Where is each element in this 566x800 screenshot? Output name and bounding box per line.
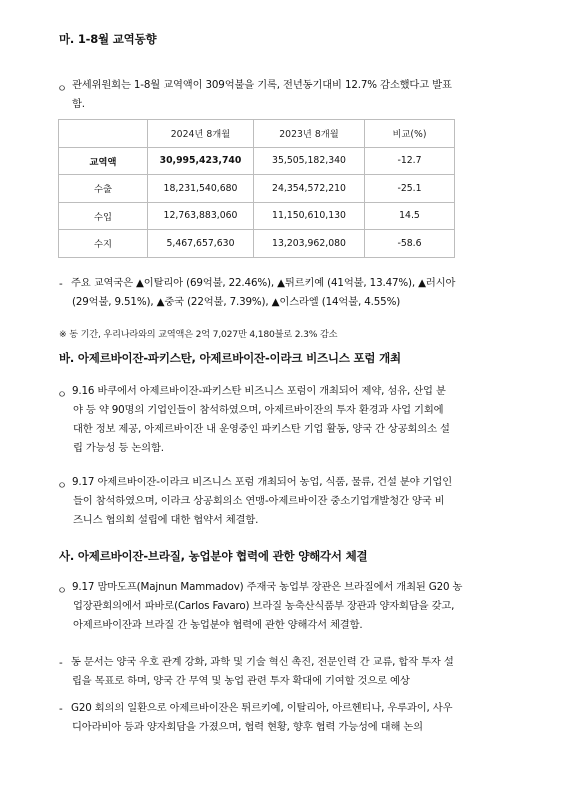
table-row [59,230,455,258]
table-header-cell: 비교(%) [365,120,455,148]
table-row [59,202,455,230]
table-header-cell [59,120,148,148]
circle-bullet-icon: ㅇ [57,83,67,95]
dash-bullet: - [59,278,63,290]
section-ma-title: 마. 1-8월 교역동향 [59,32,157,46]
table-row [59,175,455,203]
section-sa-p1 [72,578,532,635]
section-ma-note: ※ 동 기간, 우리나라와의 교역액은 2억 7,027만 4,180불로 2.3% 감소 [59,329,338,340]
trade-table [58,119,455,258]
cell-2023: 13,203,962,080 [254,230,365,258]
text-line: 대한 정보 제공, 아제르바이잔 내 운영중인 파키스탄 기업 활동, 양국 간 상공회의소 설 [73,423,450,435]
dash-bullet: - [59,703,63,715]
section-sa-d2 [71,699,531,737]
section-ba-p1 [72,382,532,458]
text-line: 아제르바이잔과 브라질 간 농업분야 협력에 관한 양해각서 체결함. [73,619,363,631]
text-line: 동 문서는 양국 우호 관계 강화, 과학 및 기술 혁신 촉진, 전문인력 간 교류, 합작 투자 설 [71,656,454,668]
text-line: 9.17 아제르바이잔-이라크 비즈니스 포럼 개최되어 농업, 식품, 물류, 건설 분야 기업인 [72,476,452,488]
text-line: (29억불, 9.51%), ▲중국 (22억불, 7.39%), ▲이스라엘 (14억불, 4.55%) [72,296,401,308]
circle-bullet-icon: ㅇ [57,389,67,401]
row-label: 수입 [59,202,148,230]
cell-compare: -25.1 [365,175,455,203]
text-line: 들이 참석하였으며, 이라크 상공회의소 연맹-아제르바이잔 중소기업개발청간 양국 비 [73,495,445,507]
cell-compare: -12.7 [365,147,455,175]
text-line: 야 등 약 90명의 기업인들이 참석하였으며, 아제르바이잔의 투자 환경과 사업 기회에 [73,404,444,416]
section-sa-d1 [71,653,531,691]
row-label: 교역액 [59,147,148,175]
section-sa-title: 사. 아제르바이잔-브라질, 농업분야 협력에 관한 양해각서 체결 [59,549,368,563]
table-row [59,147,455,175]
table-header-row [59,120,455,148]
text-line: 립을 목표로 하며, 양국 간 무역 및 농업 관련 투자 확대에 기여할 것으로 예상 [72,675,410,687]
row-label: 수출 [59,175,148,203]
text-line: 디아라비아 등과 양자회담을 가졌으며, 협력 현황, 향후 협력 가능성에 대해 논의 [72,721,423,733]
cell-2023: 24,354,572,210 [254,175,365,203]
text-line: 9.16 바쿠에서 아제르바이잔-파키스탄 비즈니스 포럼이 개최되어 제약, 섬유, 산업 분 [72,385,446,397]
table-header-cell: 2023년 8개월 [254,120,365,148]
text-line: 립 가능성 등 논의함. [73,442,164,454]
text-line: G20 회의의 일환으로 아제르바이잔은 튀르키예, 이탈리아, 아르헨티나, 우루과이, 사우 [71,702,453,714]
cell-2023: 35,505,182,340 [254,147,365,175]
cell-2023: 11,150,610,130 [254,202,365,230]
section-ma-partners [71,274,531,312]
section-ba-title: 바. 아제르바이잔-파키스탄, 아제르바이잔-이라크 비즈니스 포럼 개최 [59,351,401,365]
section-ma-bullet [72,76,522,114]
section-ba-p2 [72,473,532,530]
row-label: 수지 [59,230,148,258]
cell-compare: -58.6 [365,230,455,258]
table-header-cell: 2024년 8개월 [148,120,254,148]
text-line: 즈니스 협의회 설립에 대한 협약서 체결함. [73,514,259,526]
cell-2024: 12,763,883,060 [148,202,254,230]
cell-2024: 18,231,540,680 [148,175,254,203]
circle-bullet-icon: ㅇ [57,480,67,492]
cell-2024: 30,995,423,740 [148,147,254,175]
text-line: 업장관회의에서 파바로(Carlos Favaro) 브라질 농축산식품부 장관과 양자회담을 갖고, [73,600,455,612]
text-line: 함. [72,98,85,110]
text-line: 관세위원회는 1-8월 교역액이 309억불을 기록, 전년동기대비 12.7% 감소했다고 발표 [72,79,452,91]
text-line: 주요 교역국은 ▲이탈리아 (69억불, 22.46%), ▲튀르키예 (41억불, 13.47%), ▲러시아 [71,277,456,289]
cell-2024: 5,467,657,630 [148,230,254,258]
dash-bullet: - [59,657,63,669]
circle-bullet-icon: ㅇ [57,585,67,597]
text-line: 9.17 맘마도프(Majnun Mammadov) 주재국 농업부 장관은 브라질에서 개최된 G20 농 [72,581,463,593]
cell-compare: 14.5 [365,202,455,230]
